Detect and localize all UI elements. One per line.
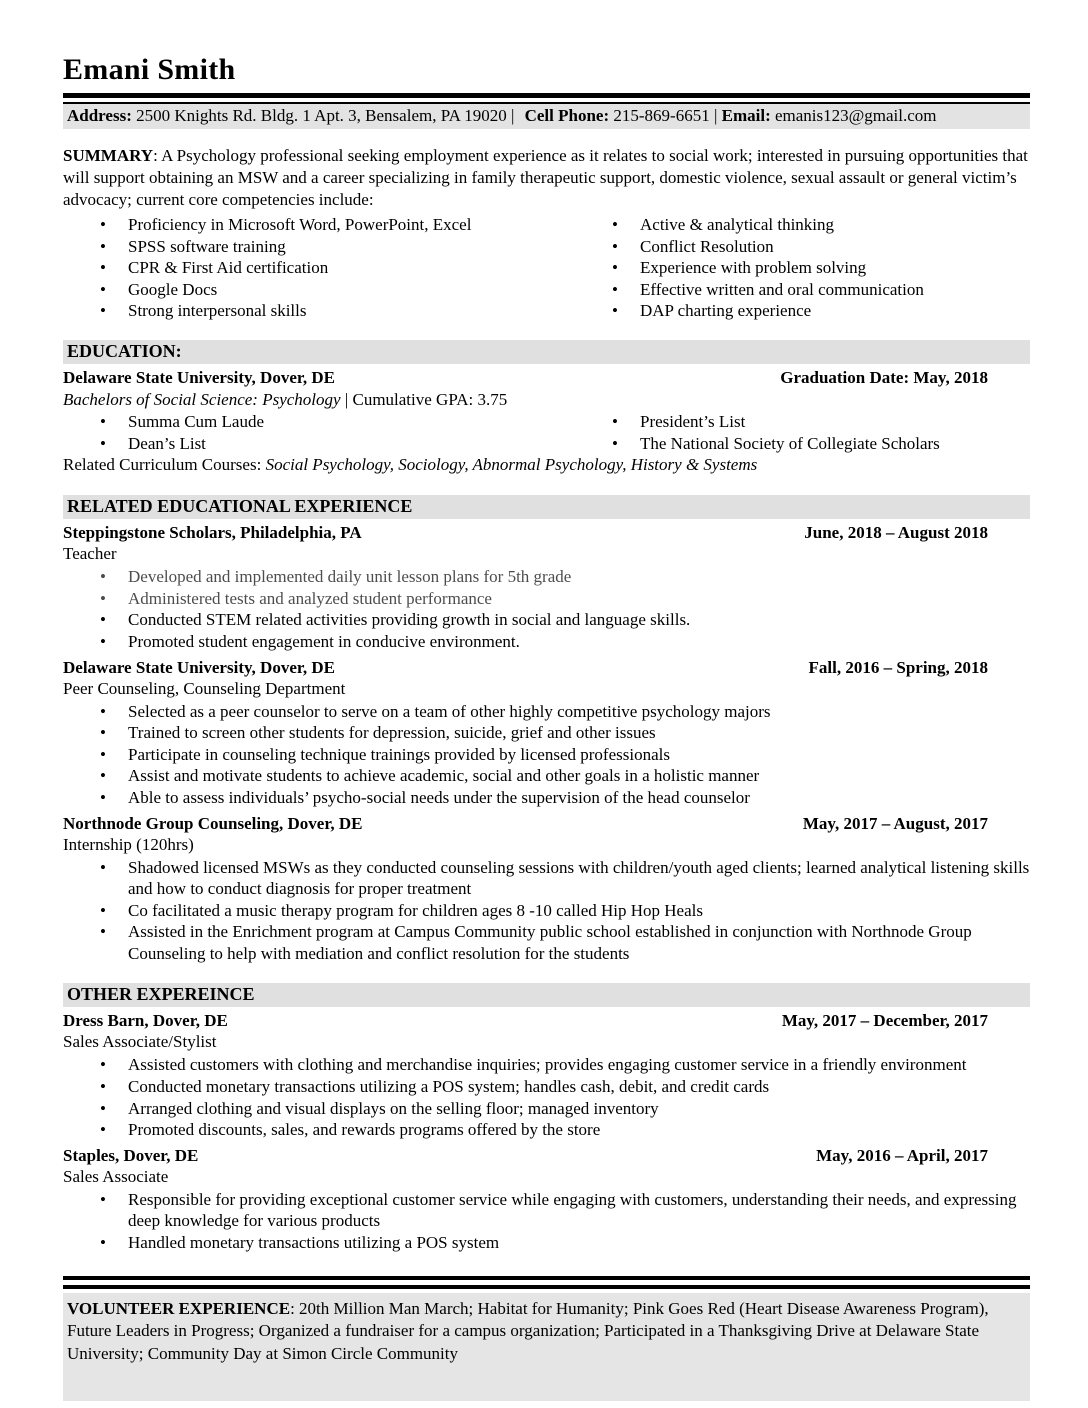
education-gpa: | Cumulative GPA: 3.75 (340, 389, 508, 409)
section-heading-other-experience: OTHER EXPEREINCE (63, 983, 1030, 1007)
education-degree: Bachelors of Social Science: Psychology (63, 389, 341, 409)
job-organization: Steppingstone Scholars, Philadelphia, PA (63, 523, 362, 543)
summary-label: SUMMARY (63, 146, 154, 165)
email-label: Email: (721, 106, 771, 125)
skills-list-right (612, 214, 1030, 322)
education-school-row (63, 367, 1030, 389)
job-bullet: • Co facilitated a music therapy program for children ages 8 -10 called Hip Hop Heals (63, 900, 1030, 922)
job-dates: Fall, 2016 – Spring, 2018 (808, 657, 988, 677)
job-entry (63, 657, 1030, 809)
job-bullet: • Responsible for providing exceptional customer service while engaging with customers, understanding their needs, and expressing deep knowledge for various products (63, 1189, 1030, 1232)
job-role: Sales Associate/Stylist (63, 1032, 217, 1052)
job-role: Internship (120hrs) (63, 834, 194, 854)
job-role: Teacher (63, 544, 117, 564)
volunteer-divider (63, 1276, 1030, 1289)
volunteer-text: : 20th Million Man March; Habitat for Humanity; Pink Goes Red (Heart Disease Awareness Program), Future Leaders in Progress; Organized a fundraiser for a campus organization; Participated in a Thanksgiving Drive at Delaware State University; Community Day at Simon Circle Community (67, 1298, 989, 1363)
job-entry (63, 1010, 1030, 1140)
phone-label: Cell Phone: (524, 106, 610, 125)
summary-text: : A Psychology professional seeking employment experience as it relates to social work; interested in pursuing opportunities that will support obtaining an MSW and a career specializing in family therapeutic support, domestic violence, sexual assault or general victim’s advocacy; current core competencies include: (63, 146, 1028, 209)
skill-item: • DAP charting experience (612, 300, 1030, 322)
related-experience-jobs (63, 522, 1030, 964)
job-bullet: • Assisted in the Enrichment program at Campus Community public school established in conjunction with Northnode Group Counseling to help with mediation and conflict resolution for the students (63, 921, 1030, 964)
job-bullet-list (63, 566, 1030, 652)
honor-item: • President’s List (612, 411, 1030, 433)
email-value: emanis123@gmail.com (774, 106, 937, 125)
skill-item: • SPSS software training (63, 236, 612, 258)
skill-item: • CPR & First Aid certification (63, 257, 612, 279)
skill-item: • Strong interpersonal skills (63, 300, 612, 322)
skills-column-right (612, 214, 1030, 322)
honors-column-left (63, 411, 612, 454)
job-dates: May, 2017 – December, 2017 (781, 1011, 988, 1031)
honors-list-right (612, 411, 1030, 454)
job-bullet: • Promoted student engagement in conducive environment. (63, 631, 1030, 653)
skill-item: • Proficiency in Microsoft Word, PowerPoint, Excel (63, 214, 612, 236)
job-bullet: • Trained to screen other students for depression, suicide, grief and other issues (63, 722, 1030, 744)
job-bullet: • Selected as a peer counselor to serve on a team of other highly competitive psychology majors (63, 701, 1030, 723)
job-bullet: • Handled monetary transactions utilizing a POS system (63, 1232, 1030, 1254)
job-bullet: • Arranged clothing and visual displays on the selling floor; managed inventory (63, 1098, 1030, 1120)
honors-list-left (63, 411, 612, 454)
skill-item: • Experience with problem solving (612, 257, 1030, 279)
summary-paragraph (63, 145, 1030, 211)
job-role: Peer Counseling, Counseling Department (63, 678, 346, 698)
phone-value: 215-869-6651 | (613, 106, 718, 125)
job-bullet: • Conducted monetary transactions utilizing a POS system; handles cash, debit, and credit cards (63, 1076, 1030, 1098)
job-bullet: • Assisted customers with clothing and merchandise inquiries; provides engaging customer service in a friendly environment (63, 1054, 1030, 1076)
honor-item: • Dean’s List (63, 433, 612, 455)
honor-item: • The National Society of Collegiate Scholars (612, 433, 1030, 455)
job-role: Sales Associate (63, 1166, 169, 1186)
job-organization: Delaware State University, Dover, DE (63, 657, 335, 677)
job-bullet: • Shadowed licensed MSWs as they conducted counseling sessions with children/youth aged clients; learned analytical listening skills and how to conduct diagnosis for proper treatment (63, 857, 1030, 900)
job-entry (63, 522, 1030, 652)
job-bullet: • Participate in counseling technique trainings provided by licensed professionals (63, 744, 1030, 766)
job-bullet-list (63, 1054, 1030, 1140)
job-entry (63, 813, 1030, 965)
job-bullet-list (63, 1189, 1030, 1254)
volunteer-section (63, 1293, 1030, 1402)
honor-item: • Summa Cum Laude (63, 411, 612, 433)
skills-columns (63, 214, 1030, 322)
job-bullet: • Promoted discounts, sales, and rewards programs offered by the store (63, 1119, 1030, 1141)
job-bullet-list (63, 857, 1030, 965)
skill-item: • Active & analytical thinking (612, 214, 1030, 236)
honors-columns (63, 411, 1030, 454)
job-entry (63, 1145, 1030, 1254)
job-header (63, 522, 1030, 543)
address-value: 2500 Knights Rd. Bldg. 1 Apt. 3, Bensalem, PA 19020 | (136, 106, 515, 125)
honors-column-right (612, 411, 1030, 454)
job-bullet: • Conducted STEM related activities providing growth in social and language skills. (63, 609, 1030, 631)
volunteer-label: VOLUNTEER EXPERIENCE (67, 1298, 291, 1318)
job-header (63, 1145, 1030, 1166)
job-organization: Northnode Group Counseling, Dover, DE (63, 813, 363, 833)
job-bullet: • Developed and implemented daily unit lesson plans for 5th grade (63, 566, 1030, 588)
courses-list: Social Psychology, Sociology, Abnormal Psychology, History & Systems (265, 455, 758, 475)
other-experience-jobs (63, 1010, 1030, 1253)
skill-item: • Google Docs (63, 279, 612, 301)
job-dates: May, 2016 – April, 2017 (816, 1145, 988, 1165)
job-bullet: • Assist and motivate students to achieve academic, social and other goals in a holistic manner (63, 765, 1030, 787)
job-dates: June, 2018 – August 2018 (804, 523, 988, 543)
education-degree-row (63, 389, 1030, 411)
skills-list-left (63, 214, 612, 322)
job-bullet: • Able to assess individuals’ psycho-social needs under the supervision of the head counselor (63, 787, 1030, 809)
job-header (63, 813, 1030, 834)
job-header (63, 1010, 1030, 1031)
courses-label: Related Curriculum Courses: (63, 455, 266, 475)
job-bullet-list (63, 701, 1030, 809)
education-graduation-date: Graduation Date: May, 2018 (780, 367, 988, 387)
education-courses-row (63, 454, 1030, 476)
job-header (63, 657, 1030, 678)
skill-item: • Conflict Resolution (612, 236, 1030, 258)
address-label: Address: (67, 106, 132, 125)
education-school: Delaware State University, Dover, DE (63, 367, 335, 387)
header-divider (63, 93, 1030, 104)
section-heading-related-experience: RELATED EDUCATIONAL EXPERIENCE (63, 495, 1030, 519)
job-bullet: • Administered tests and analyzed student performance (63, 588, 1030, 610)
contact-bar (63, 104, 1030, 129)
person-name: Emani Smith (63, 53, 236, 86)
job-dates: May, 2017 – August, 2017 (802, 813, 988, 833)
skill-item: • Effective written and oral communication (612, 279, 1030, 301)
job-organization: Dress Barn, Dover, DE (63, 1011, 228, 1031)
job-organization: Staples, Dover, DE (63, 1145, 199, 1165)
section-heading-education: EDUCATION: (63, 340, 1030, 364)
skills-column-left (63, 214, 612, 322)
